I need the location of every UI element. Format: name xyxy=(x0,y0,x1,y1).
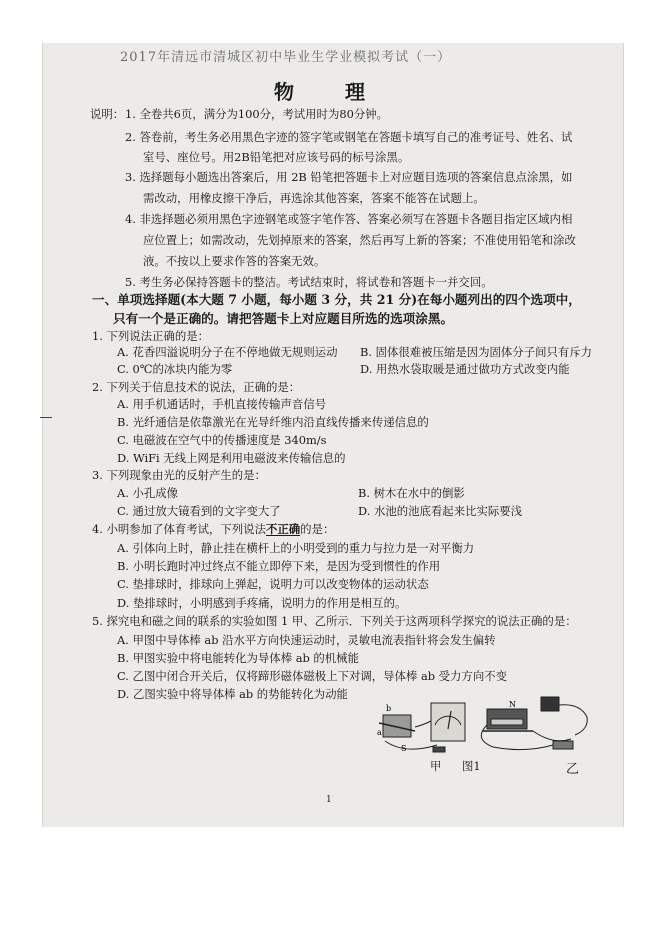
q4-stem-post: 的是： xyxy=(300,522,335,536)
label-b: b xyxy=(386,704,392,713)
page-number: 1 xyxy=(326,795,332,805)
q5-stem: 5. 探究电和磁之间的联系的实验如图 1 甲、乙所示．下列关于这两项科学探究的说法正确的是： xyxy=(92,614,577,628)
q3-option-b: B. 树木在水中的倒影 xyxy=(358,486,465,500)
q1-option-b: B. 固体很难被压缩是因为固体分子间只有斥力 xyxy=(360,345,593,359)
note-3a: 3. 选择题每小题选出答案后，用 2B 铅笔把答题卡上对应题目选项的答案信息点涂黑，如 xyxy=(125,170,573,184)
yi-apparatus xyxy=(481,697,587,750)
switch xyxy=(553,741,573,749)
q3-stem: 3. 下列现象由光的反射产生的是： xyxy=(92,468,266,482)
q2-option-a: A. 用手机通话时，手机直接传输声音信号 xyxy=(117,397,327,411)
q2-option-b: B. 光纤通信是依靠激光在光导纤维内沿直线传播来传递信息的 xyxy=(117,415,429,429)
margin-mark xyxy=(40,417,52,418)
figure-caption: 图1 xyxy=(462,759,481,773)
q3-option-d: D. 水池的池底看起来比实际要浅 xyxy=(358,504,523,518)
section1-line1: 一、单项选择题(本大题 7 小题，每小题 3 分，共 21 分)在每小题列出的四个选项中， xyxy=(92,292,581,307)
q4-stem-pre: 4. 小明参加了体育考试，下列说法 xyxy=(92,522,266,536)
section1-line2: 只有一个是正确的。请把答题卡上对应题目所选的选项涂黑。 xyxy=(113,311,454,326)
note-3b: 需改动，用橡皮擦干净后，再选涂其他答案，答案不能答在试题上。 xyxy=(143,191,485,205)
figure-label-jia: 甲 xyxy=(430,759,442,773)
exam-header: 2017年清远市清城区初中毕业生学业模拟考试（一） xyxy=(120,50,452,65)
q4-option-a: A. 引体向上时，静止挂在横杆上的小明受到的重力与拉力是一对平衡力 xyxy=(117,541,475,555)
wire xyxy=(533,731,571,741)
note-4c: 液。不按以上要求作答的答案无效。 xyxy=(143,254,326,268)
note-4b: 应位置上；如需改动，先划掉原来的答案，然后再写上新的答案；不准使用铅笔和涂改 xyxy=(143,233,576,247)
q2-option-d: D. WiFi 无线上网是利用电磁波来传输信息的 xyxy=(117,451,346,465)
q4-stem-emphasis: 不正确 xyxy=(265,522,301,536)
label-s: S xyxy=(401,744,407,753)
notes-label: 说明： xyxy=(90,107,125,121)
q4-stem xyxy=(92,522,334,536)
q4-option-c: C. 垫排球时，排球向上弹起，说明力可以改变物体的运动状态 xyxy=(117,577,429,591)
q2-stem: 2. 下列关于信息技术的说法，正确的是： xyxy=(92,380,301,394)
q1-option-c: C. 0℃的冰块内能为零 xyxy=(117,362,233,376)
note-1: 1. 全卷共6页，满分为100分，考试用时为80分钟。 xyxy=(125,107,389,121)
battery xyxy=(541,697,559,711)
label-n: N xyxy=(509,700,516,709)
note-2a: 2. 答卷前，考生务必用黑色字迹的签字笔或钢笔在答题卡填写自己的准考证号、姓名、试 xyxy=(125,130,573,144)
figure-label-yi: 乙 xyxy=(566,762,580,777)
q1-option-d: D. 用热水袋取暖是通过做功方式改变内能 xyxy=(360,362,570,376)
q3-option-c: C. 通过放大镜看到的文字变大了 xyxy=(117,504,281,518)
q4-option-b: B. 小明长跑时冲过终点不能立即停下来，是因为受到惯性的作用 xyxy=(117,559,441,573)
wire xyxy=(385,741,437,749)
q5-option-a: A. 甲图中导体棒 ab 沿水平方向快速运动时，灵敏电流表指针将会发生偏转 xyxy=(117,633,496,647)
q4-option-d: D. 垫排球时，小明感到手疼痛，说明力的作用是相互的。 xyxy=(117,596,407,610)
q2-option-c: C. 电磁波在空气中的传播速度是 340m/s xyxy=(117,433,327,447)
horseshoe-magnet xyxy=(383,715,411,737)
q1-option-a: A. 花香四溢说明分子在不停地做无规则运动 xyxy=(117,345,338,359)
label-a: a xyxy=(377,728,382,737)
q1-stem: 1. 下列说法正确的是： xyxy=(92,329,210,343)
note-2b: 室号、座位号。用2B铅笔把对应该号码的标号涂黑。 xyxy=(143,150,410,164)
note-5: 5. 考生务必保持答题卡的整洁。考试结束时，将试卷和答题卡一并交回。 xyxy=(125,275,493,289)
wire xyxy=(559,705,587,735)
jia-apparatus xyxy=(379,703,465,752)
q5-option-b: B. 甲图实验中将电能转化为导体棒 ab 的机械能 xyxy=(117,651,359,665)
note-4a: 4. 非选择题必须用黑色字迹钢笔或签字笔作答、答案必须写在答题卡各题目指定区域内相 xyxy=(125,212,573,226)
q3-option-a: A. 小孔成像 xyxy=(117,486,179,500)
wire xyxy=(415,721,431,727)
q5-option-d: D. 乙图实验中将导体棒 ab 的势能转化为动能 xyxy=(117,687,348,701)
page-title: 物 理 xyxy=(274,80,387,104)
q5-option-c: C. 乙图中闭合开关后，仅将蹄形磁体磁极上下对调，导体棒 ab 受力方向不变 xyxy=(117,669,507,683)
